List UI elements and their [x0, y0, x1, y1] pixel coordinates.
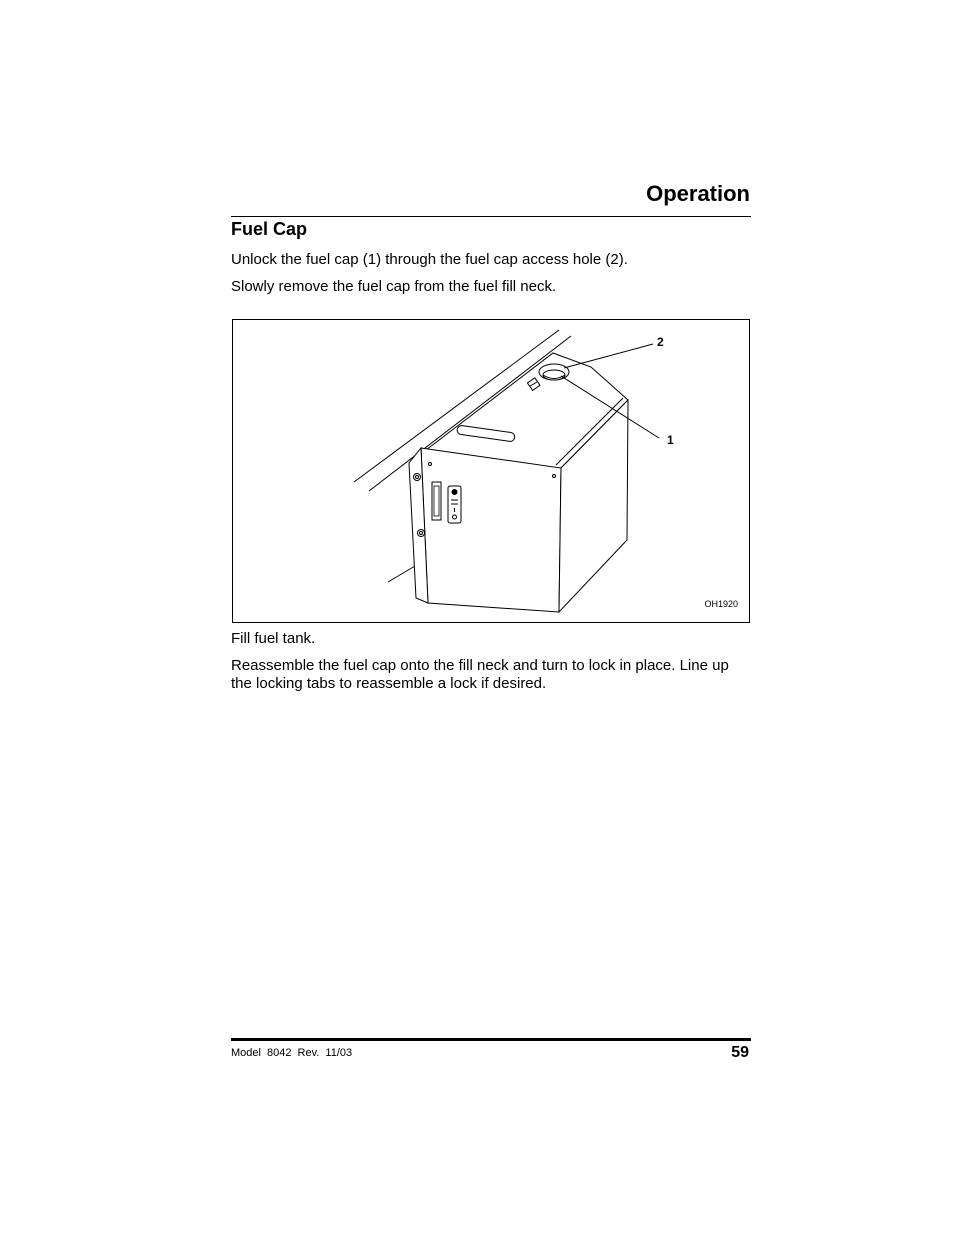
callout-1: 1: [667, 433, 674, 447]
instruction-paragraph-4: Reassemble the fuel cap onto the fill neck and turn to lock in place. Line up the locking tabs to reassemble a lock if desired.: [231, 657, 729, 692]
instruction-paragraph-3: Fill fuel tank.: [231, 630, 316, 647]
instruction-paragraph-2: Slowly remove the fuel cap from the fuel fill neck.: [231, 278, 557, 295]
footer-divider: [231, 1038, 751, 1041]
footer-model-revision: Model 8042 Rev. 11/03: [231, 1047, 353, 1059]
section-title: Operation: [646, 181, 750, 206]
fuel-tank-figure: [232, 319, 750, 623]
callout-2: 2: [657, 335, 664, 349]
figure-id: OH1920: [704, 599, 738, 609]
page-number: 59: [731, 1044, 749, 1061]
header-divider: [231, 216, 751, 217]
fuel-tank-illustration: [233, 320, 749, 622]
page-heading: Fuel Cap: [231, 219, 308, 239]
instruction-paragraph-1: Unlock the fuel cap (1) through the fuel cap access hole (2).: [231, 251, 628, 268]
